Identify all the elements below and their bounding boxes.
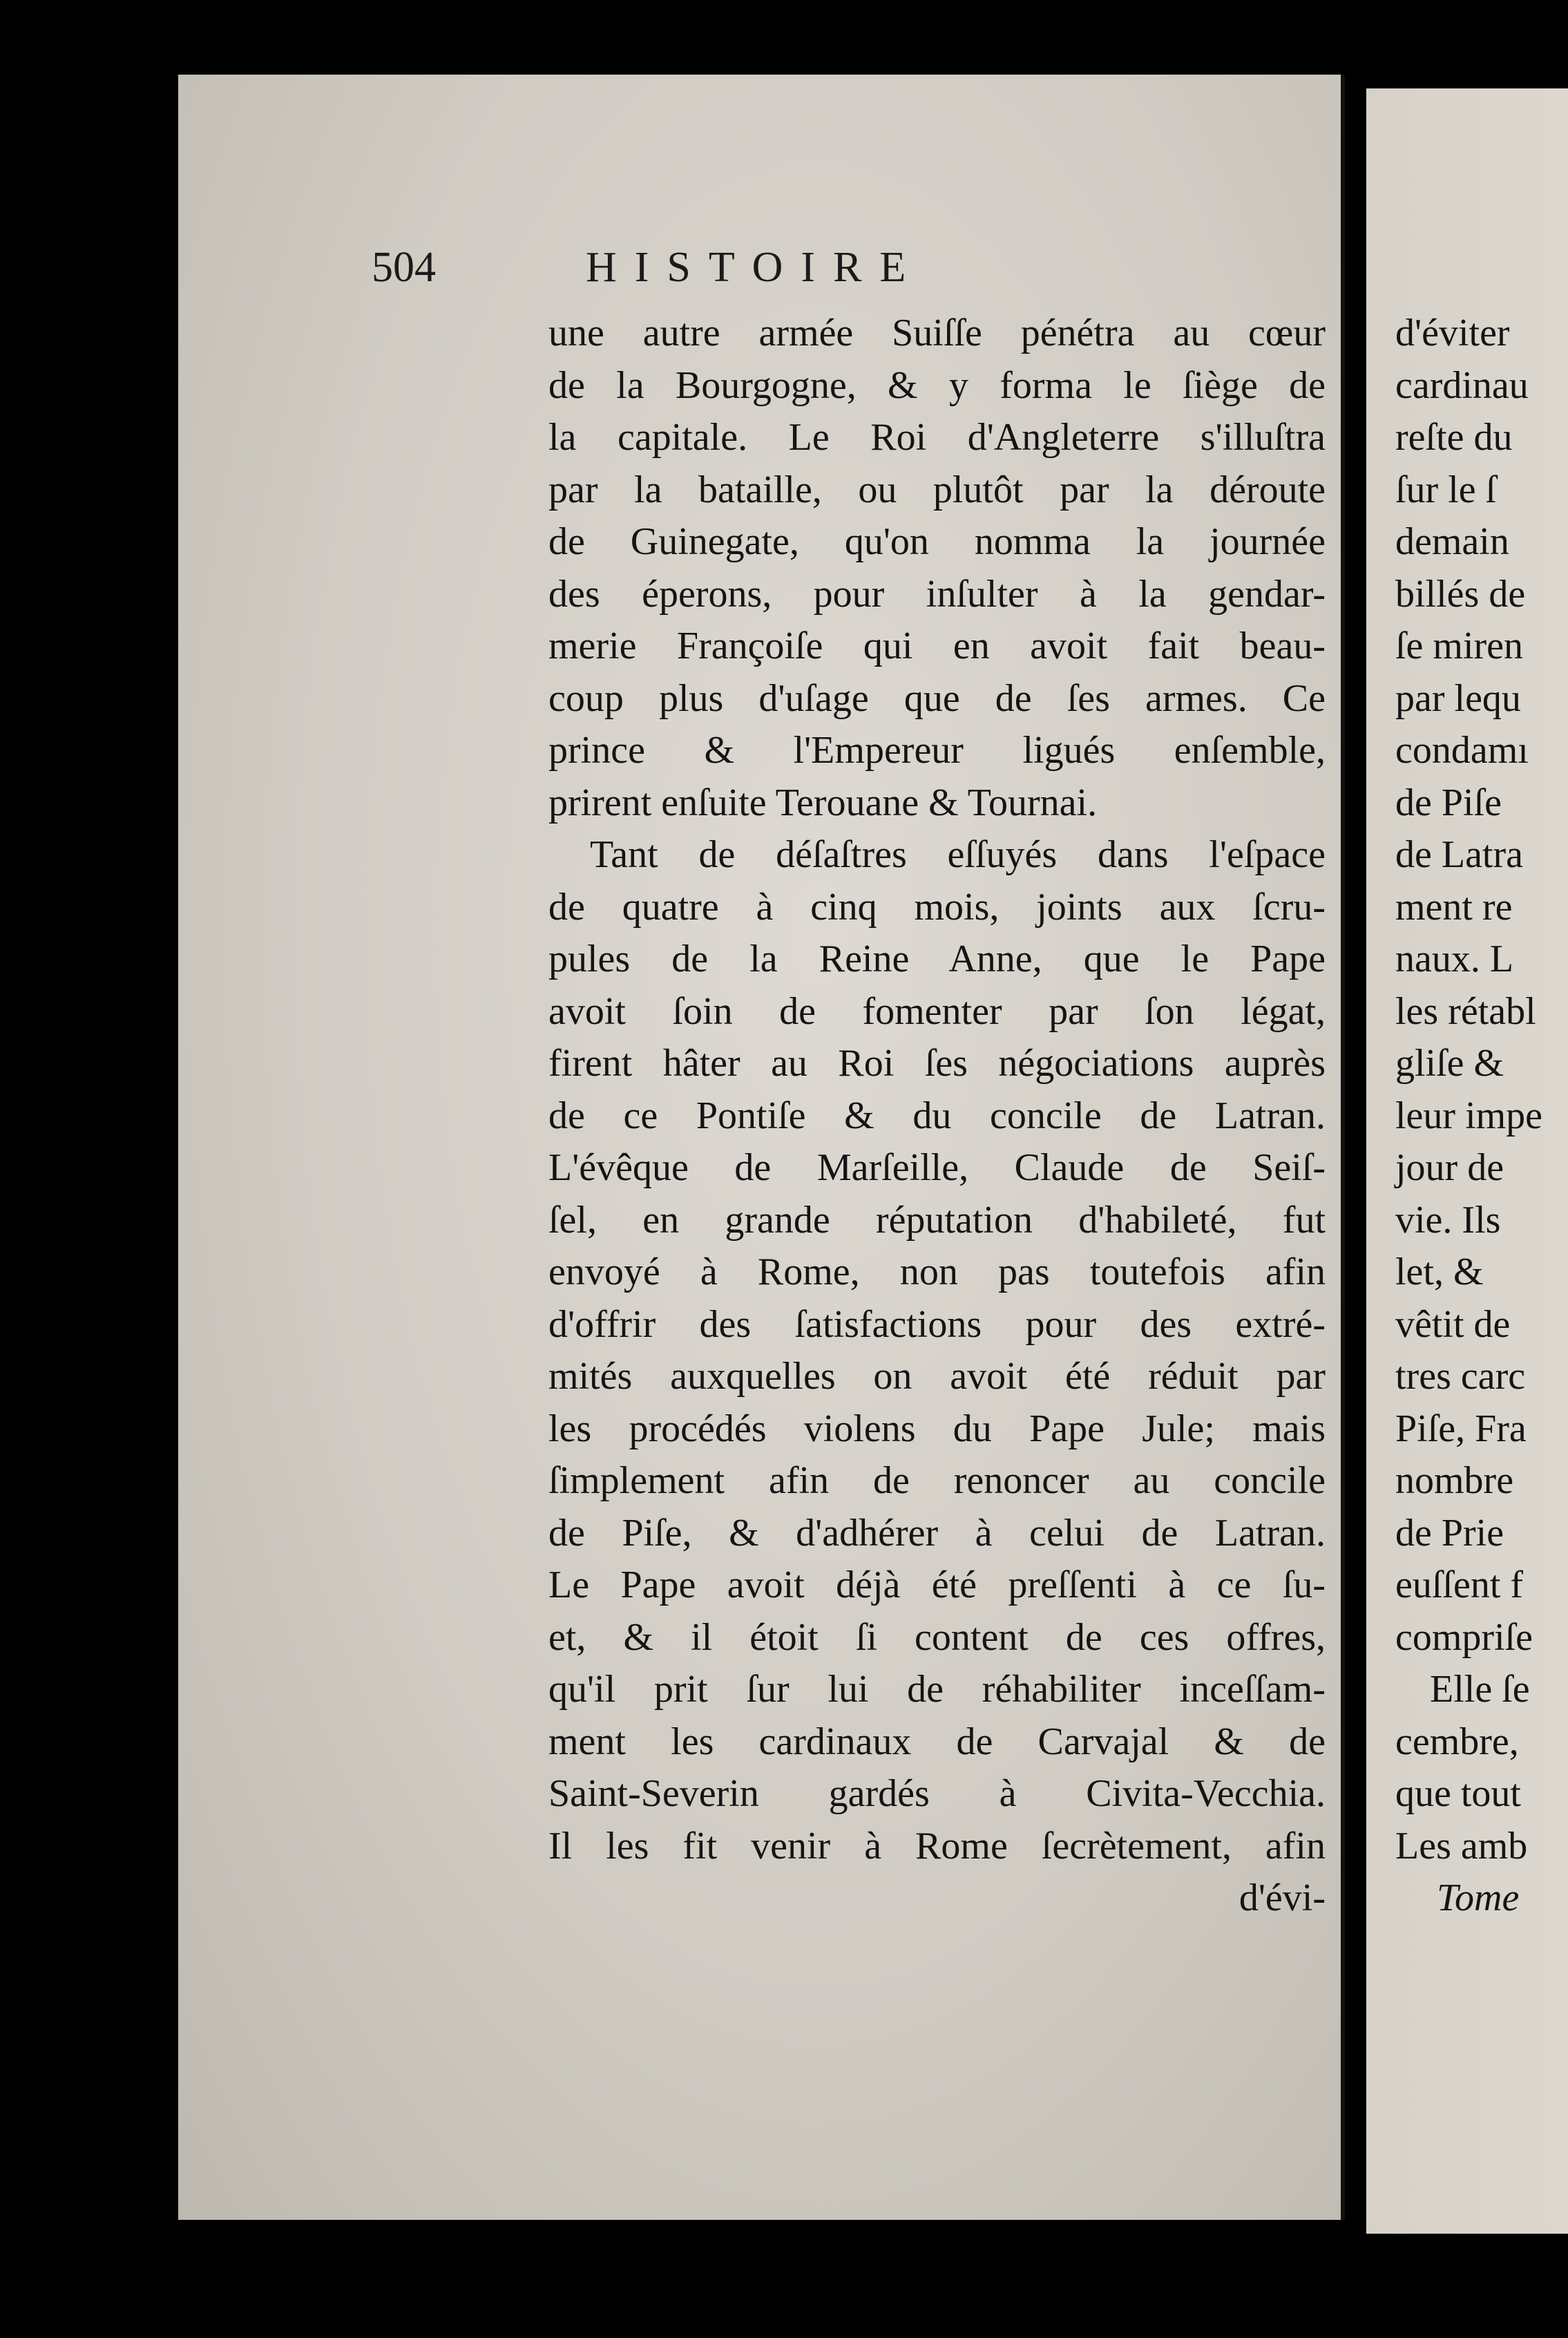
text-line: reſte du — [1395, 416, 1513, 459]
text-line: vêtit de — [1395, 1302, 1511, 1346]
text-line: billés de — [1395, 572, 1526, 616]
left-text-column — [548, 307, 1326, 1925]
text-line: de ce Pontiſe & du concile de Latran. — [548, 1094, 1326, 1137]
text-line: jour de — [1395, 1146, 1504, 1189]
text-line: que tout — [1395, 1772, 1521, 1815]
text-line: la capitale. Le Roi d'Angleterre s'illuſtra — [548, 416, 1326, 459]
text-line: ſimplement afin de renoncer au concile — [548, 1459, 1326, 1502]
text-line: prirent enſuite Terouane & Tournai. — [548, 781, 1098, 824]
text-line: des éperons, pour inſulter à la gendar- — [548, 572, 1326, 616]
text-line: de Piſe — [1395, 781, 1502, 824]
text-line: de la Bourgogne, & y forma le ſiège de — [548, 363, 1326, 407]
text-line: Saint-Severin gardés à Civita-Vecchia. — [548, 1772, 1326, 1815]
text-line: compriſe — [1395, 1615, 1533, 1659]
text-line: Piſe, Fra — [1395, 1407, 1527, 1450]
text-line: vie. Ils — [1395, 1198, 1501, 1242]
text-line: prince & l'Empereur ligués enſemble, — [548, 729, 1326, 772]
text-line: mités auxquelles on avoit été réduit par — [548, 1355, 1326, 1398]
text-line: naux. L — [1395, 938, 1514, 980]
text-line: envoyé à Rome, non pas toutefois afin — [548, 1251, 1326, 1293]
text-line: avoit ſoin de fomenter par ſon légat, — [548, 989, 1326, 1033]
text-line: cembre, — [1395, 1720, 1519, 1763]
text-line: les procédés violens du Pape Jule; mais — [548, 1407, 1326, 1450]
text-line: leur impe — [1395, 1094, 1543, 1137]
text-line: Les amb — [1395, 1824, 1528, 1867]
text-line: d'éviter — [1395, 312, 1510, 354]
text-line: gliſe & — [1395, 1042, 1504, 1085]
page-header — [372, 243, 1221, 298]
text-line: Il les fit venir à Rome ſecrètement, afin — [548, 1824, 1326, 1867]
volume-signature: Tome — [1437, 1876, 1520, 1919]
text-line: de Guinegate, qu'on nomma la journée — [548, 520, 1326, 563]
page-number: 504 — [372, 244, 436, 291]
text-line: Le Pape avoit déjà été preſſenti à ce ſu- — [548, 1564, 1326, 1606]
text-line: de Piſe, & d'adhérer à celui de Latran. — [548, 1511, 1326, 1555]
text-line: par la bataille, ou plutôt par la déroute — [548, 468, 1326, 511]
text-line: de Prie — [1395, 1511, 1504, 1555]
text-line: coup plus d'uſage que de ſes armes. Ce — [548, 676, 1326, 720]
text-line: les rétabl — [1395, 989, 1536, 1033]
text-line: de quatre à cinq mois, joints aux ſcru- — [548, 885, 1326, 929]
catchword: d'évi- — [1239, 1876, 1326, 1919]
text-line: L'évêque de Marſeille, Claude de Seiſ- — [548, 1146, 1326, 1189]
text-line: de Latra — [1395, 833, 1523, 876]
running-title: HISTOIRE — [586, 244, 924, 291]
text-line: euſſent f — [1395, 1564, 1524, 1606]
text-line: demain — [1395, 520, 1509, 563]
text-line: une autre armée Suiſſe pénétra au cœur — [548, 312, 1326, 354]
text-line: d'offrir des ſatisfactions pour des extré- — [548, 1302, 1326, 1346]
text-line: ment re — [1395, 885, 1513, 929]
text-line: nombre — [1395, 1459, 1514, 1502]
text-line: merie Françoiſe qui en avoit fait beau- — [548, 625, 1326, 667]
text-line: Tant de déſaſtres eſſuyés dans l'eſpace — [590, 833, 1326, 876]
text-line: Elle ſe — [1430, 1668, 1530, 1711]
text-line: qu'il prit ſur lui de réhabiliter inceſſam- — [548, 1668, 1326, 1711]
text-line: ſe miren — [1395, 625, 1524, 667]
text-line: ſur le ſ — [1395, 468, 1497, 511]
text-line: et, & il étoit ſi content de ces offres, — [548, 1615, 1326, 1659]
text-line: condamı — [1395, 729, 1529, 772]
text-line: par lequ — [1395, 676, 1521, 720]
text-line: let, & — [1395, 1251, 1484, 1293]
text-line: firent hâter au Roi ſes négociations auprès — [548, 1042, 1326, 1085]
text-line: cardinau — [1395, 363, 1529, 407]
text-line: ment les cardinaux de Carvajal & de — [548, 1720, 1326, 1763]
text-line: pules de la Reine Anne, que le Pape — [548, 938, 1326, 980]
text-line: ſel, en grande réputation d'habileté, fut — [548, 1198, 1326, 1242]
right-text-column — [1395, 307, 1568, 1925]
text-line: tres carc — [1395, 1355, 1526, 1398]
